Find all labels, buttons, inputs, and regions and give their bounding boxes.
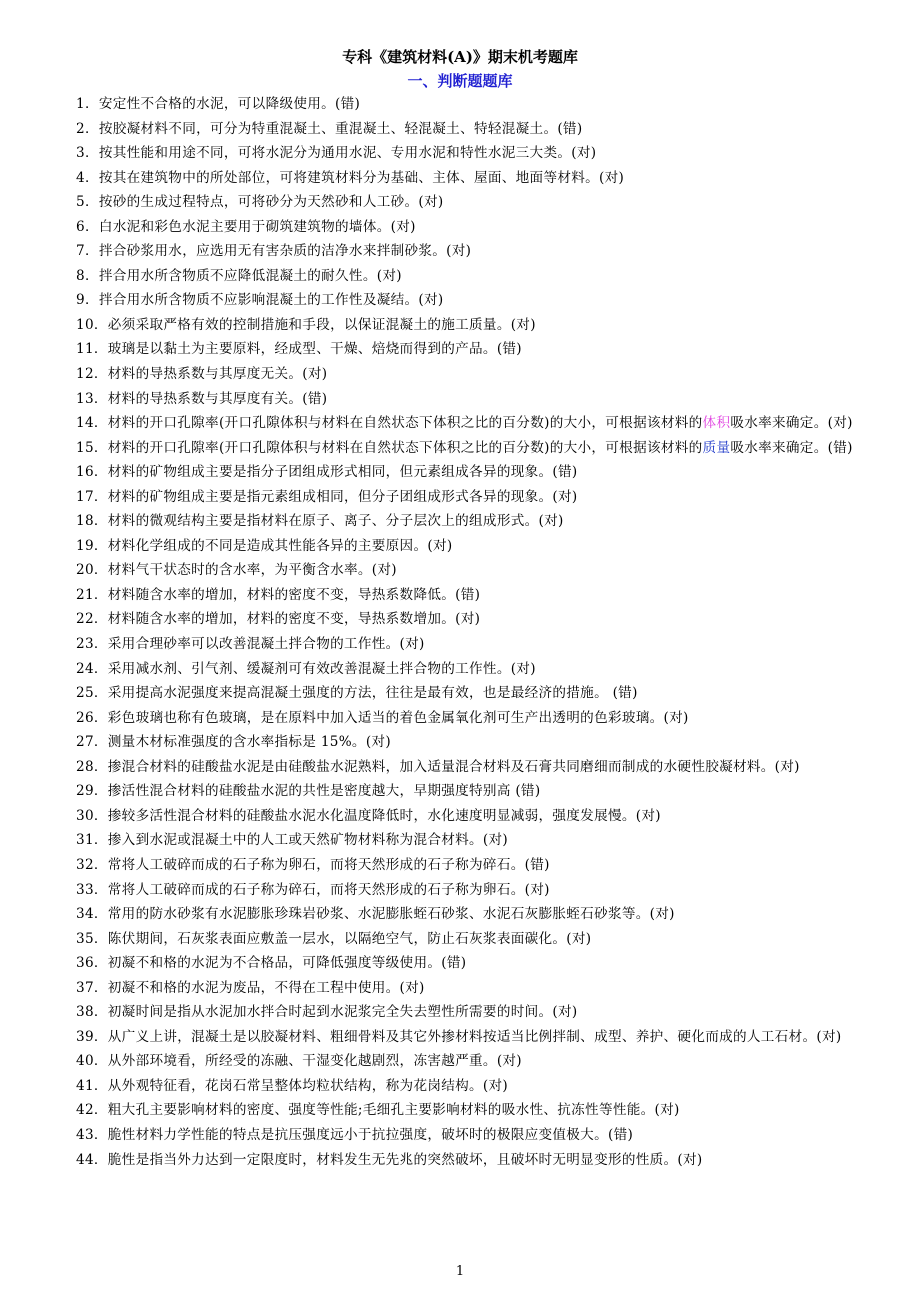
question-item: 40．从外部环境看，所经受的冻融、干湿变化越剧烈，冻害越严重。(对) bbox=[76, 1053, 522, 1070]
question-item: 10．必须采取严格有效的控制措施和手段，以保证混凝土的施工质量。(对) bbox=[76, 316, 536, 333]
question-item: 34．常用的防水砂浆有水泥膨胀珍珠岩砂浆、水泥膨胀蛭石砂浆、水泥石灰膨胀蛭石砂浆等。(对) bbox=[76, 906, 675, 923]
question-text: 15．材料的开口孔隙率(开口孔隙体积与材料在自然状态下体积之比的百分数)的大小，可根据该材料的 bbox=[76, 439, 703, 456]
question-item: 35．陈伏期间，石灰浆表面应敷盖一层水，以隔绝空气，防止石灰浆表面碳化。(对) bbox=[76, 930, 592, 947]
question-item: 22．材料随含水率的增加，材料的密度不变，导热系数增加。(对) bbox=[76, 611, 481, 628]
question-item: 12．材料的导热系数与其厚度无关。(对) bbox=[76, 366, 328, 383]
question-text: 吸水率来确定。(错) bbox=[730, 439, 853, 456]
question-item: 2．按胶凝材料不同，可分为特重混凝土、重混凝土、轻混凝土、特轻混凝土。(错) bbox=[76, 120, 583, 137]
question-item: 28．掺混合材料的硅酸盐水泥是由硅酸盐水泥熟料，加入适量混合材料及石膏共同磨细而制成的水硬性胶凝材料。(对) bbox=[76, 758, 800, 775]
question-item bbox=[48, 411, 880, 436]
question-item: 25．采用提高水泥强度来提高混凝土强度的方法，往往是最有效，也是最经济的措施。 (错) bbox=[76, 685, 638, 702]
question-item: 19．材料化学组成的不同是造成其性能各异的主要原因。(对) bbox=[76, 537, 453, 554]
question-item: 38．初凝时间是指从水泥加水拌合时起到水泥浆完全失去塑性所需要的时间。(对) bbox=[76, 1004, 578, 1021]
question-item: 24．采用减水剂、引气剂、缓凝剂可有效改善混凝土拌合物的工作性。(对) bbox=[76, 660, 536, 677]
question-item: 41．从外观特征看，花岗石常呈整体均粒状结构，称为花岗结构。(对) bbox=[76, 1077, 509, 1094]
document-title: 专科《建筑材料(A)》期末机考题库 bbox=[342, 48, 578, 66]
question-item: 7．拌合砂浆用水，应选用无有害杂质的洁净水来拌制砂浆。(对) bbox=[76, 243, 472, 260]
question-item: 42．粗大孔主要影响材料的密度、强度等性能;毛细孔主要影响材料的吸水性、抗冻性等性能。(对) bbox=[76, 1102, 680, 1119]
question-item: 39．从广义上讲，混凝土是以胶凝材料、粗细骨料及其它外掺材料按适当比例拌制、成型、养护、硬化而成的人工石材。(对) bbox=[76, 1028, 842, 1045]
page-number: 1 bbox=[455, 1264, 465, 1279]
question-item: 27．测量木材标准强度的含水率指标是 15%。(对) bbox=[76, 734, 391, 751]
question-item: 6．白水泥和彩色水泥主要用于砌筑建筑物的墙体。(对) bbox=[76, 218, 416, 235]
question-item: 5．按砂的生成过程特点，可将砂分为天然砂和人工砂。(对) bbox=[76, 194, 444, 211]
question-item: 32．常将人工破碎而成的石子称为卵石，而将天然形成的石子称为碎石。(错) bbox=[76, 856, 550, 873]
question-item: 11．玻璃是以黏土为主要原料，经成型、干燥、焙烧而得到的产品。(错) bbox=[76, 341, 522, 358]
question-item: 29．掺活性混合材料的硅酸盐水泥的共性是密度越大，早期强度特别高 (错) bbox=[76, 783, 541, 800]
question-item: 16．材料的矿物组成主要是指分子团组成形式相同，但元素组成各异的现象。(错) bbox=[76, 464, 578, 481]
question-list bbox=[48, 92, 880, 1172]
question-item: 43．脆性材料力学性能的特点是抗压强度远小于抗拉强度，破坏时的极限应变值极大。(错) bbox=[76, 1126, 634, 1143]
question-item bbox=[48, 436, 880, 461]
question-item: 18．材料的微观结构主要是指材料在原子、离子、分子层次上的组成形式。(对) bbox=[76, 513, 564, 530]
question-item: 33．常将人工破碎而成的石子称为碎石，而将天然形成的石子称为卵石。(对) bbox=[76, 881, 550, 898]
section-heading: 一、判断题题库 bbox=[407, 72, 513, 90]
highlighted-word: 体积 bbox=[702, 415, 731, 432]
question-item: 30．掺较多活性混合材料的硅酸盐水泥水化温度降低时，水化速度明显减弱，强度发展慢。(对) bbox=[76, 807, 661, 824]
question-item: 37．初凝不和格的水泥为废品，不得在工程中使用。(对) bbox=[76, 979, 425, 996]
question-item: 20．材料气干状态时的含水率，为平衡含水率。(对) bbox=[76, 562, 397, 579]
question-item: 21．材料随含水率的增加，材料的密度不变，导热系数降低。(错) bbox=[76, 586, 481, 603]
question-item: 4．按其在建筑物中的所处部位，可将建筑材料分为基础、主体、屋面、地面等材料。(对) bbox=[76, 169, 625, 186]
question-item: 13．材料的导热系数与其厚度有关。(错) bbox=[76, 390, 328, 407]
question-item: 9．拌合用水所含物质不应影响混凝土的工作性及凝结。(对) bbox=[76, 292, 444, 309]
question-item: 3．按其性能和用途不同，可将水泥分为通用水泥、专用水泥和特性水泥三大类。(对) bbox=[76, 145, 597, 162]
highlighted-word: 质量 bbox=[702, 439, 731, 456]
question-text: 吸水率来确定。(对) bbox=[730, 415, 853, 432]
question-item: 26．彩色玻璃也称有色玻璃，是在原料中加入适当的着色金属氧化剂可生产出透明的色彩玻璃。(对) bbox=[76, 709, 689, 726]
question-text: 14．材料的开口孔隙率(开口孔隙体积与材料在自然状态下体积之比的百分数)的大小，可根据该材料的 bbox=[76, 415, 703, 432]
question-item: 36．初凝不和格的水泥为不合格品，可降低强度等级使用。(错) bbox=[76, 955, 467, 972]
question-item: 44．脆性是指当外力达到一定限度时，材料发生无先兆的突然破坏，且破坏时无明显变形的性质。(对) bbox=[76, 1151, 703, 1168]
question-item: 1．安定性不合格的水泥，可以降级使用。(错) bbox=[76, 96, 361, 112]
question-item: 17．材料的矿物组成主要是指元素组成相同，但分子团组成形式各异的现象。(对) bbox=[76, 488, 578, 505]
question-item: 23．采用合理砂率可以改善混凝土拌合物的工作性。(对) bbox=[76, 636, 425, 653]
question-item: 8．拌合用水所含物质不应降低混凝土的耐久性。(对) bbox=[76, 267, 402, 284]
question-item: 31．掺入到水泥或混凝土中的人工或天然矿物材料称为混合材料。(对) bbox=[76, 832, 509, 849]
